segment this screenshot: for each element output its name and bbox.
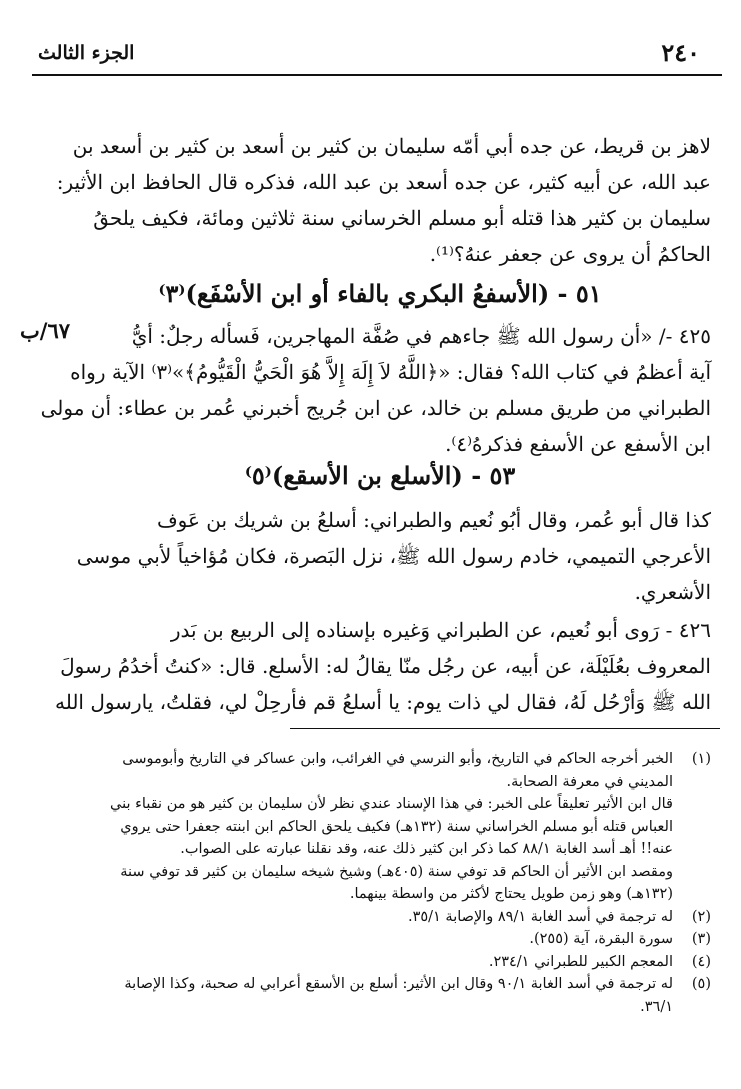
footnote-line: ومقصد ابن الأثير أن الحاكم قد توفي سنة (٤٠٥هـ) وشيخ شيخه سليمان بن كثير قد توفي سنة xyxy=(120,863,673,880)
volume-title: الجزء الثالث xyxy=(38,42,135,64)
footnote-line: (١٣٢هـ) وهو زمن طويل يحتاج لأكثر من واسطة بينهما. xyxy=(349,886,673,902)
footnote-line: المعجم الكبير للطبراني ٢٣٤/١. xyxy=(488,953,673,970)
footnote-line: سورة البقرة، آية (٢٥٥). xyxy=(529,931,673,947)
header-divider xyxy=(32,74,722,76)
text-line: الطبراني من طريق مسلم بن خالد، عن ابن جُريج أخبرني عُمر بن عطاء: أن مولى xyxy=(40,396,711,420)
footnote-number: (٤) xyxy=(691,953,711,970)
paragraph-3 xyxy=(49,502,711,610)
footnote-line: قال ابن الأثير تعليقاً على الخبر: في هذا الإسناد عندي نظر لأن سليمان بن كثير هو من نقباء بني xyxy=(110,796,673,812)
footnote-4 xyxy=(31,951,711,974)
footnote-line: العباس قتله أبو مسلم الخراساني سنة (١٣٢هـ) فكيف يلحق الحاكم ابن ابنته جعفرا حتى يروي xyxy=(120,818,673,835)
footnote-line: عنه!! أهـ أسد الغابة ٨٨/١ كما ذكر ابن كثير ذلك عنه، وقد نقلنا عبارته على الصواب. xyxy=(180,841,673,857)
footnote-line: له ترجمة في أسد الغابة ٨٩/١ والإصابة ٣٥/١. xyxy=(407,908,673,925)
text-line: الله ﷺ وَأرْحُل لَهُ، فقال لي ذات يوم: يا أسلعُ قم فأرحِلْ لي، فقلتُ، يارسول الله xyxy=(54,690,711,714)
footnote-line: ٣٦/١. xyxy=(640,998,673,1015)
footnote-2 xyxy=(31,906,711,929)
footnote-divider xyxy=(290,728,720,729)
margin-folio-note: ٦٧/ب xyxy=(20,318,71,343)
page-header xyxy=(32,38,722,72)
footnote-number: (٥) xyxy=(691,976,711,992)
paragraph-4 xyxy=(49,612,711,720)
footnotes xyxy=(31,748,711,1018)
footnote-3 xyxy=(31,928,711,951)
footnote-line: له ترجمة في أسد الغابة ٩٠/١ وقال ابن الأثير: أسلع بن الأسقع أعرابي له صحبة، وكذا الإصابة xyxy=(124,976,673,992)
footnote-line: المديني في معرفة الصحابة. xyxy=(506,773,673,790)
footnote-1 xyxy=(31,748,711,793)
text-line: الأشعري. xyxy=(634,580,711,604)
text-line: عبد الله، عن أبيه كثير، عن جده أسعد بن عبد الله، فذكره قال الحافظ ابن الأثير: xyxy=(56,170,711,194)
text-line: لاهز بن قريط، عن جده أبي أمّه سليمان بن كثير بن أسعد بن كثير بن أسعد بن xyxy=(72,134,711,158)
text-line: ابن الأسفع عن الأسفع فذكرهُ⁽٤⁾. xyxy=(445,432,711,456)
footnote-number: (٢) xyxy=(691,908,711,925)
text-line: ٤٢٥ -/ «أن رسول الله ﷺ جاءهم في صُفَّة المهاجرين، فَسأله رجلٌ: أيُّ xyxy=(131,324,711,348)
page-number: ٢٤٠ xyxy=(661,38,700,67)
footnote-line: الخبر أخرجه الحاكم في التاريخ، وأبو النرسي في الغرائب، وابن عساكر في التاريخ وأبوموسى xyxy=(122,751,673,767)
section-heading-51: ٥١ - (الأسفعُ البكري بالفاء أو ابن الأسْفَع)⁽٣⁾ xyxy=(158,279,602,308)
paragraph-1 xyxy=(49,128,711,272)
footnote-5 xyxy=(31,973,711,1018)
footnote-1-commentary xyxy=(31,793,711,906)
text-line: ٤٢٦ - رَوى أبو نُعيم، عن الطبراني وَغيره بإسناده إلى الربيع بن بَدر xyxy=(170,618,711,642)
text-line: آية أعظمُ في كتاب الله؟ فقال: «﴿اللَّهُ لاَ إِلَهَ إِلاَّ هُوَ الْحَيُّ الْقَيُّومُ﴾»⁽٣⁾ الآية رواه xyxy=(70,360,711,384)
text-line: الأعرجي التميمي، خادم رسول الله ﷺ، نزل البَصرة، فكان مُؤاخياً لأبي موسى xyxy=(76,544,711,568)
text-line: المعروف بعُلَيْلَة، عن أبيه، عن رجُل منّا يقالُ له: الأسلع. قال: «كنتُ أخدُمُ رسولَ xyxy=(60,654,711,678)
text-line: كذا قال أبو عُمر، وقال أبُو نُعيم والطبراني: أسلعُ بن شريك بن عَوف xyxy=(156,508,711,532)
text-line: سليمان بن كثير هذا قتله أبو مسلم الخرساني سنة ثلاثين ومائة، فكيف يلحقُ xyxy=(93,206,711,230)
footnote-number: (١) xyxy=(691,751,711,767)
footnote-number: (٣) xyxy=(691,931,711,947)
footnote-number xyxy=(673,793,711,906)
section-heading-53: ٥٣ - (الأسلع بن الأسقع)⁽٥⁾ xyxy=(244,461,516,490)
text-line: الحاكمُ أن يروى عن جعفر عنهُ؟⁽¹⁾. xyxy=(429,242,711,266)
